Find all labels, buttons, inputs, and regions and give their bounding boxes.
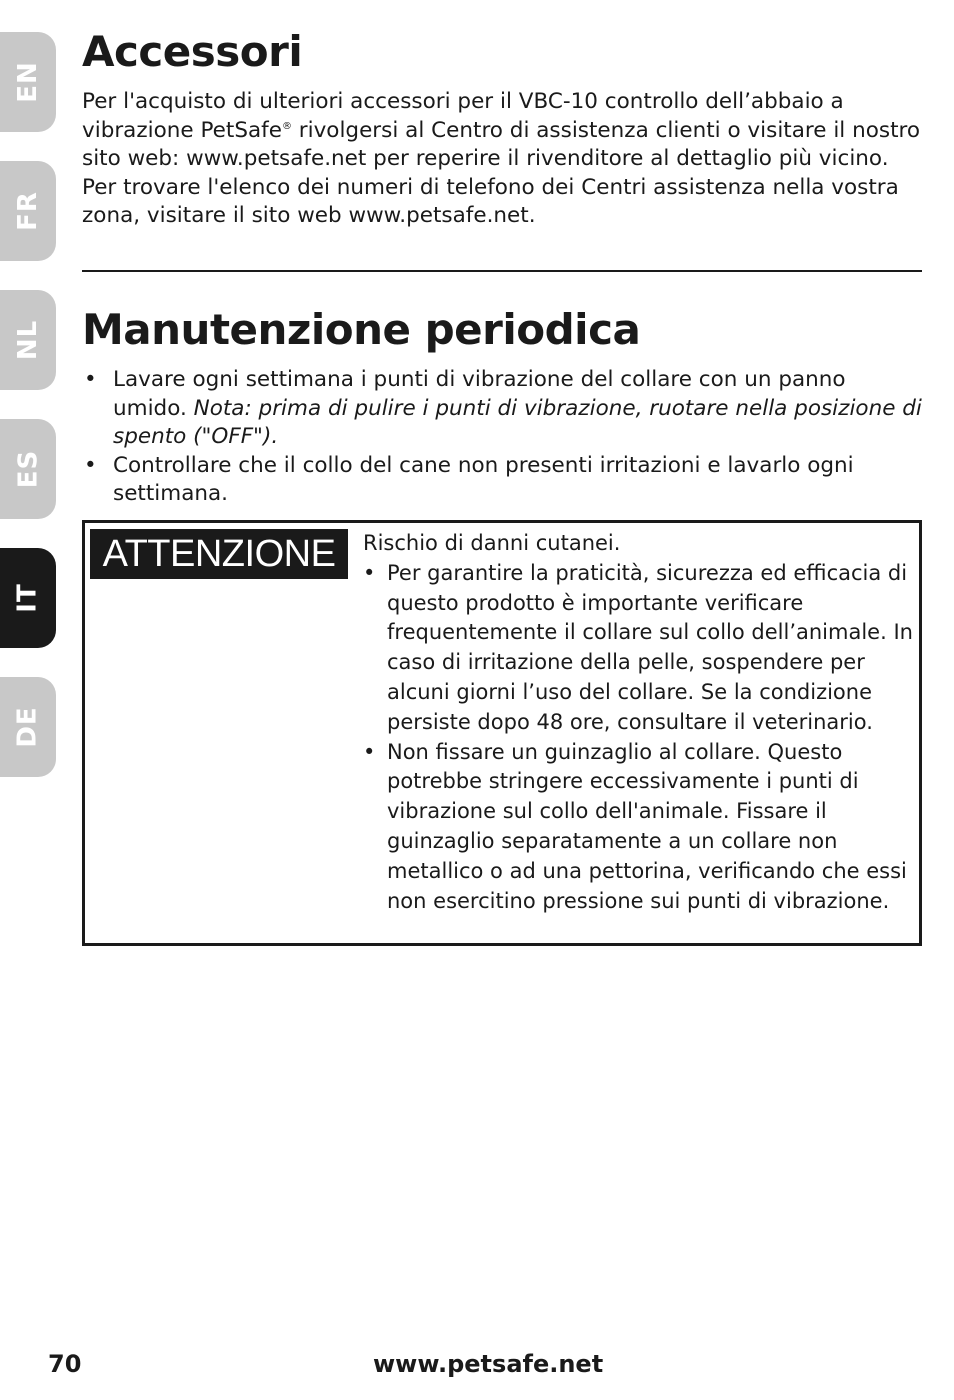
accessori-text-part2: rivolgersi al Centro di assistenza clienti o visitare il nostro sito web: www.petsafe.net per reperire il rivenditore al dettaglio più vicino. Per trovare l'elenco dei numeri di telefono dei Centri assistenza nella vostra zona, visitare il sito web www.petsafe.net. (82, 117, 921, 228)
warning-box (82, 520, 922, 946)
tab-label: DE (13, 706, 43, 748)
bullet: • (363, 739, 376, 764)
list-item (82, 366, 922, 452)
warning-list (363, 559, 919, 917)
warning-label: ATTENZIONE (90, 529, 348, 579)
tab-de[interactable] (0, 677, 56, 777)
bullet: • (84, 367, 97, 392)
page-footer (0, 1350, 954, 1386)
list-item-note: Nota: prima di pulire i punti di vibrazione, ruotare nella posizione di spento ("OFF"). (113, 395, 922, 449)
accessori-paragraph (82, 88, 922, 231)
section-divider (82, 270, 922, 272)
list-item (363, 738, 919, 917)
bullet: • (84, 452, 97, 478)
tab-label: ES (13, 449, 43, 489)
warning-heading: Rischio di danni cutanei. (363, 531, 621, 555)
tab-it[interactable] (0, 548, 56, 648)
manutenzione-list (82, 366, 922, 509)
list-item (82, 452, 922, 509)
tab-fr[interactable] (0, 161, 56, 261)
accessori-text-part1: Per l'acquisto di ulteriori accessori per il VBC-10 controllo dell’abbaio a vibrazione PetSafe (82, 89, 844, 143)
list-item-text: Non fissare un guinzaglio al collare. Questo potrebbe stringere eccessivamente i punti di vibrazione sul collo dell'animale. Fissare il guinzaglio separatamente a un collare non metallico o ad una pettorina, verificando che essi non esercitino pressione sui punti di vibrazione. (387, 739, 907, 913)
tab-es[interactable] (0, 419, 56, 519)
tab-nl[interactable] (0, 290, 56, 390)
list-item-text: Lavare ogni settimana i punti di vibrazione del collare con un panno umido. (113, 367, 846, 421)
warning-text (363, 529, 919, 916)
tab-label: IT (12, 583, 43, 613)
list-item (363, 559, 919, 738)
tab-label: EN (13, 61, 43, 103)
manutenzione-heading: Manutenzione periodica (82, 305, 641, 354)
tab-label: FR (13, 191, 43, 231)
tab-label: NL (12, 319, 43, 361)
bullet: • (363, 560, 376, 585)
list-item-text: Per garantire la praticità, sicurezza ed efficacia di questo prodotto è importante verificare frequentemente il collare sul collo dell’animale. In caso di irritazione della pelle, sospendere per alcuni giorni l’uso del collare. Se la condizione persiste dopo 48 ore, consultare il veterinario. (387, 560, 913, 734)
registered-mark: ® (281, 120, 292, 132)
list-item-text: Controllare che il collo del cane non presenti irritazioni e lavarlo ogni settimana. (113, 452, 854, 506)
accessori-heading: Accessori (82, 27, 303, 76)
tab-en[interactable] (0, 32, 56, 132)
footer-url[interactable]: www.petsafe.net (373, 1350, 604, 1378)
page-number: 70 (48, 1350, 82, 1378)
